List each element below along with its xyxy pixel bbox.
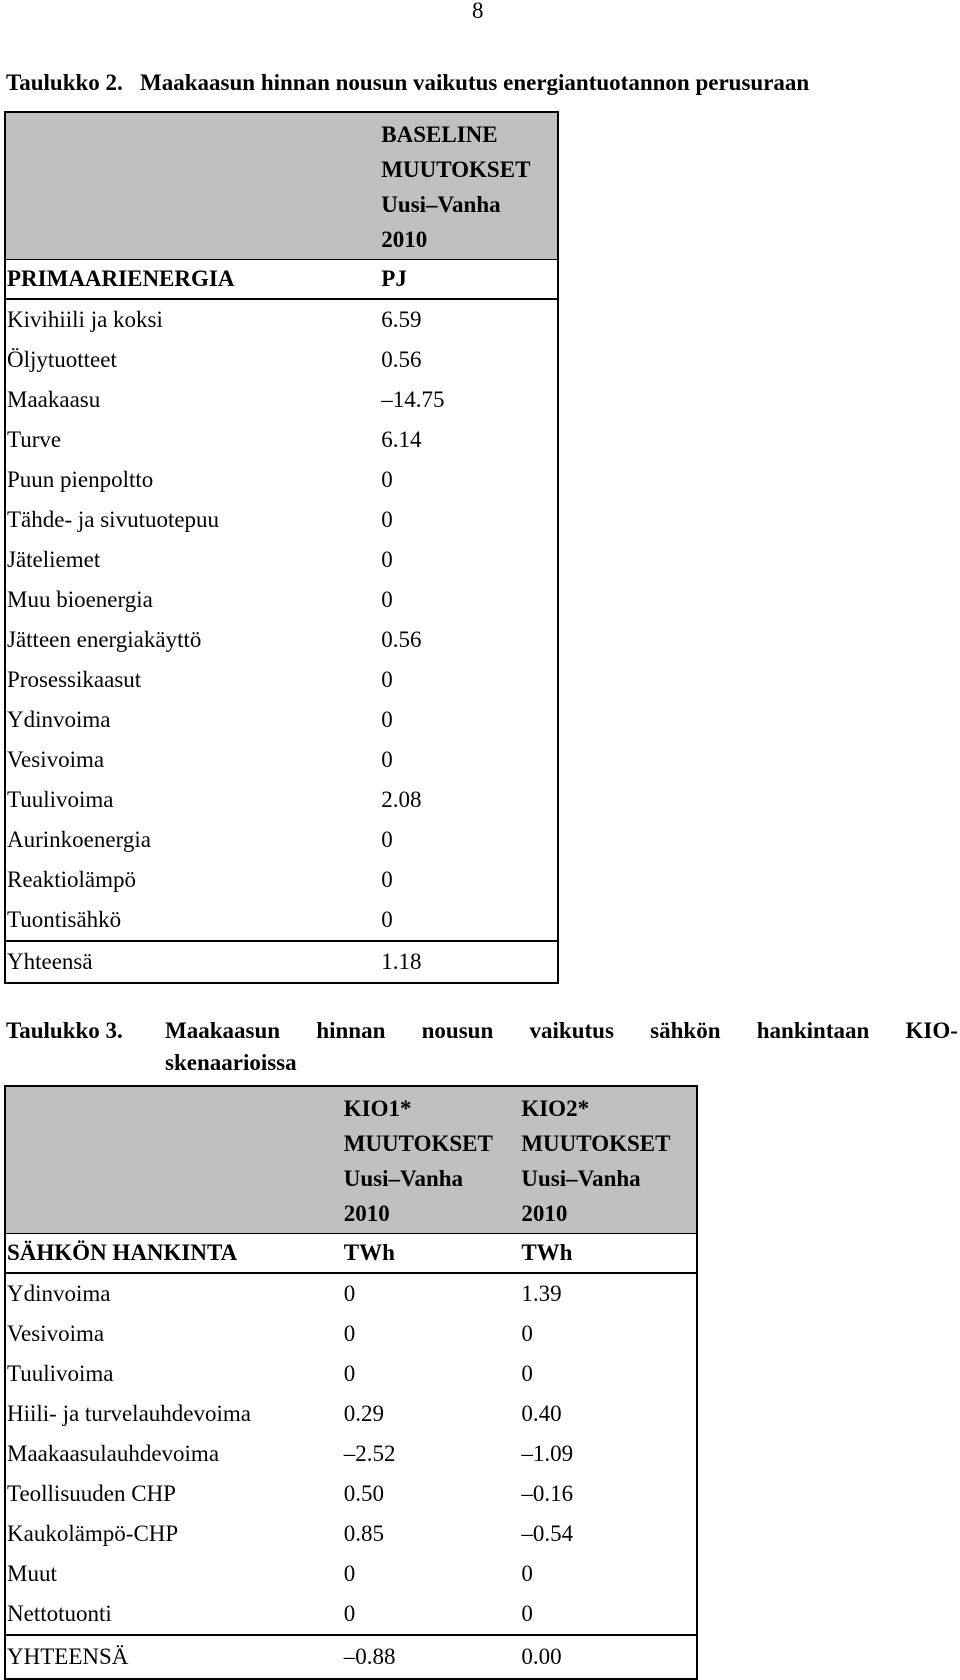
table3-caption <box>6 1018 958 1044</box>
total-label: Yhteensä <box>5 941 381 983</box>
table-row <box>5 1273 697 1314</box>
table-row <box>5 700 558 740</box>
table-row <box>5 1474 697 1514</box>
row-label: Nettotuonti <box>7 1601 112 1626</box>
table-row <box>5 1394 697 1434</box>
row-value: 0 <box>381 707 393 732</box>
row-value: 0 <box>381 907 393 932</box>
caption-word: sähkön <box>650 1018 721 1043</box>
row-label: Jäteliemet <box>7 547 101 572</box>
table-row <box>5 1554 697 1594</box>
kio2-value: 0 <box>521 1561 533 1586</box>
caption-word: KIO- <box>905 1018 958 1043</box>
table-row <box>5 1514 697 1554</box>
row-label: Maakaasulauhdevoima <box>7 1441 220 1466</box>
row-label: Muut <box>7 1561 57 1586</box>
table-row <box>5 1594 697 1635</box>
row-label: Ydinvoima <box>7 1281 111 1306</box>
row-label: Ydinvoima <box>7 707 111 732</box>
table3-unit-kio2: TWh <box>521 1234 697 1274</box>
table2-caption-title: Maakaasun hinnan nousun vaikutus energiantuotannon perusuraan <box>140 70 810 95</box>
kio2-value: 0 <box>521 1601 533 1626</box>
table3-total-row <box>5 1635 697 1679</box>
row-value: 0 <box>381 467 393 492</box>
row-label: Puun pienpoltto <box>7 467 154 492</box>
table3-electricity-supply <box>4 1085 698 1680</box>
kio2-value: –0.54 <box>521 1521 574 1546</box>
caption-word: hinnan <box>316 1018 386 1043</box>
row-value: 0.56 <box>381 347 422 372</box>
page-number: 8 <box>472 0 484 23</box>
kio1-value: 0.50 <box>343 1481 384 1506</box>
table-row <box>5 660 558 700</box>
row-label: Vesivoima <box>7 747 105 772</box>
row-label: Kivihiili ja koksi <box>7 307 163 332</box>
row-value: 0 <box>381 747 393 772</box>
kio1-value: 0 <box>343 1321 356 1346</box>
table3-header-row <box>5 1086 697 1234</box>
row-label: Teollisuuden CHP <box>7 1481 176 1506</box>
table2-caption-label: Taulukko 2. <box>6 70 123 95</box>
table-row <box>5 540 558 580</box>
table2-section-unit: PJ <box>381 260 558 300</box>
row-label: Jätteen energiakäyttö <box>7 627 202 652</box>
table2-section-row <box>5 260 558 300</box>
kio1-header-line-3: Uusi–Vanha <box>343 1166 464 1191</box>
row-label: Hiili- ja turvelauhdevoima <box>7 1401 251 1426</box>
row-value: 2.08 <box>381 787 422 812</box>
table-row <box>5 740 558 780</box>
caption-word: nousun <box>421 1018 494 1043</box>
total-kio1: –0.88 <box>344 1635 522 1679</box>
row-value: 0 <box>381 547 393 572</box>
row-label: Vesivoima <box>7 1321 105 1346</box>
kio2-header-line-1: KIO2* <box>521 1096 590 1121</box>
row-label: Tuulivoima <box>7 1361 114 1386</box>
row-value: –14.75 <box>381 387 445 412</box>
row-label: Tähde- ja sivutuotepuu <box>7 507 220 532</box>
total-label: YHTEENSÄ <box>5 1635 344 1679</box>
table-row <box>5 1434 697 1474</box>
total-value: 1.18 <box>381 941 558 983</box>
row-value: 0 <box>381 587 393 612</box>
table2-total-row <box>5 941 558 983</box>
table2-header-row <box>5 112 558 260</box>
row-label: Kaukolämpö-CHP <box>7 1521 179 1546</box>
caption-word: vaikutus <box>529 1018 614 1043</box>
table3-unit-kio1: TWh <box>344 1234 522 1274</box>
table3-header-kio1 <box>344 1086 522 1234</box>
table-row <box>5 1314 697 1354</box>
table3-section-label: SÄHKÖN HANKINTA <box>5 1234 344 1274</box>
row-label: Öljytuotteet <box>7 347 117 372</box>
table-row <box>5 820 558 860</box>
kio1-value: –2.52 <box>343 1441 396 1466</box>
row-value: 0 <box>381 667 393 692</box>
table-row <box>5 299 558 340</box>
row-value: 6.14 <box>381 427 422 452</box>
row-label: Reaktiolämpö <box>7 867 137 892</box>
kio1-header-line-2: MUUTOKSET <box>343 1131 493 1156</box>
kio2-value: –1.09 <box>521 1441 574 1466</box>
kio2-header-line-4: 2010 <box>521 1201 568 1226</box>
kio1-value: 0 <box>343 1361 356 1386</box>
table3-section-row <box>5 1234 697 1274</box>
table-row <box>5 380 558 420</box>
row-label: Aurinkoenergia <box>7 827 151 852</box>
kio2-header-line-2: MUUTOKSET <box>521 1131 671 1156</box>
kio1-value: 0 <box>343 1601 356 1626</box>
kio2-value: 0 <box>521 1361 533 1386</box>
row-label: Maakaasu <box>7 387 101 412</box>
table2-header-line-1: BASELINE <box>381 122 498 147</box>
total-kio2: 0.00 <box>521 1635 697 1679</box>
table-row <box>5 340 558 380</box>
table-row <box>5 1354 697 1394</box>
row-label: Prosessikaasut <box>7 667 142 692</box>
table-row <box>5 900 558 941</box>
kio1-value: 0 <box>343 1281 356 1306</box>
row-value: 0 <box>381 507 393 532</box>
kio2-value: 1.39 <box>521 1281 562 1306</box>
table2-header-line-4: 2010 <box>381 227 428 252</box>
row-label: Turve <box>7 427 62 452</box>
table-row <box>5 860 558 900</box>
table-row <box>5 780 558 820</box>
table2-header-line-2: MUUTOKSET <box>381 157 531 182</box>
table2-header-scenario <box>381 112 558 260</box>
row-label: Tuulivoima <box>7 787 114 812</box>
kio2-value: 0 <box>521 1321 533 1346</box>
kio2-header-line-3: Uusi–Vanha <box>521 1166 641 1191</box>
kio1-value: 0.85 <box>343 1521 384 1546</box>
table3-header-empty <box>5 1086 344 1234</box>
table2-header-line-3: Uusi–Vanha <box>381 192 501 217</box>
kio1-value: 0 <box>343 1561 356 1586</box>
row-value: 6.59 <box>381 307 422 332</box>
row-value: 0 <box>381 827 393 852</box>
row-value: 0 <box>381 867 393 892</box>
caption-word: hankintaan <box>756 1018 870 1043</box>
table3-caption-label: Taulukko 3. <box>6 1018 123 1043</box>
table-row <box>5 460 558 500</box>
table2-header-empty <box>5 112 381 260</box>
kio1-header-line-1: KIO1* <box>343 1096 412 1121</box>
row-label: Tuontisähkö <box>7 907 122 932</box>
table3-caption-line2: skenaarioissa <box>165 1050 297 1075</box>
table2-section-label: PRIMAARIENERGIA <box>5 260 381 300</box>
table-row <box>5 620 558 660</box>
kio2-value: –0.16 <box>521 1481 574 1506</box>
table2-caption <box>6 70 809 96</box>
table-row <box>5 500 558 540</box>
caption-word: Maakaasun <box>165 1018 281 1043</box>
table-row <box>5 580 558 620</box>
table2-primary-energy <box>4 111 559 984</box>
kio1-value: 0.29 <box>343 1401 384 1426</box>
row-label: Muu bioenergia <box>7 587 153 612</box>
row-value: 0.56 <box>381 627 422 652</box>
table-row <box>5 420 558 460</box>
kio2-value: 0.40 <box>521 1401 562 1426</box>
kio1-header-line-4: 2010 <box>343 1201 390 1226</box>
table3-header-kio2 <box>521 1086 697 1234</box>
